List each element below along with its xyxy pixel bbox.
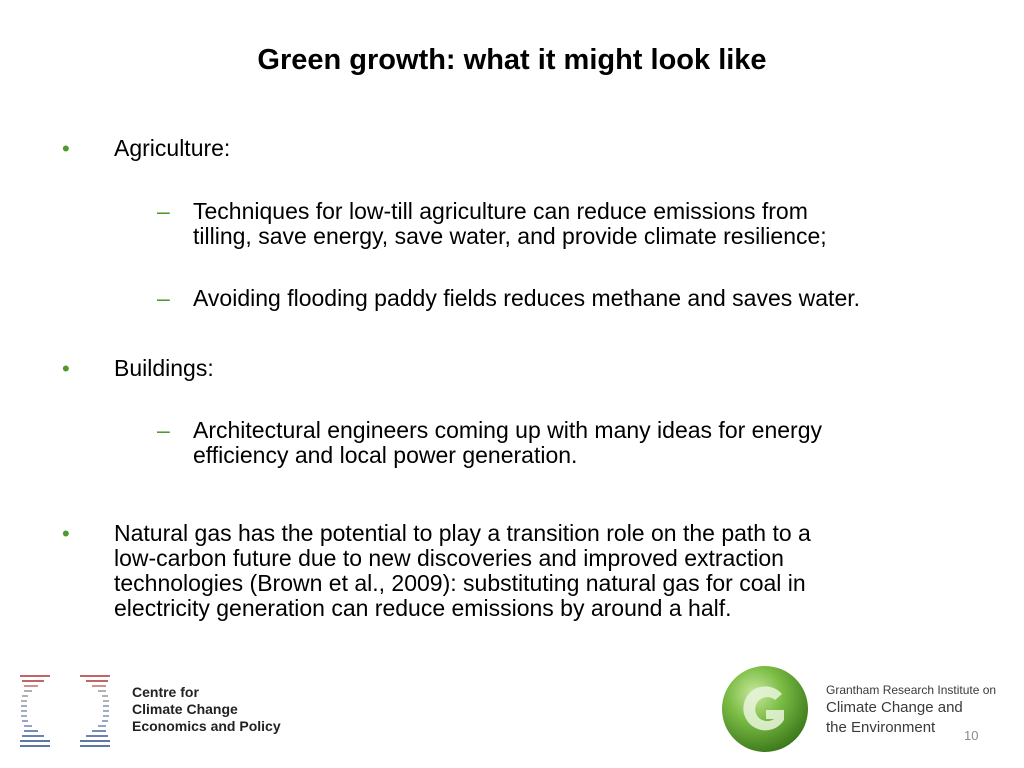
dash-mark: – bbox=[157, 417, 170, 443]
bullet-mark: • bbox=[62, 136, 70, 161]
bullet-line: Natural gas has the potential to play a transition role on the path to a bbox=[114, 520, 811, 546]
cccep-line: Centre for bbox=[132, 684, 199, 700]
bullet-buildings bbox=[62, 355, 214, 381]
sub-bullet-line: efficiency and local power generation. bbox=[193, 442, 578, 468]
bullet-natural-gas bbox=[62, 520, 914, 621]
cccep-line: Climate Change bbox=[132, 701, 238, 717]
cccep-line: Economics and Policy bbox=[132, 718, 281, 734]
bullet-line: electricity generation can reduce emissions by around a half. bbox=[114, 595, 732, 621]
sub-bullet-line: Architectural engineers coming up with many ideas for energy bbox=[193, 417, 822, 443]
grantham-line: Grantham Research Institute on bbox=[826, 683, 997, 697]
bullet-label: Buildings: bbox=[114, 355, 214, 381]
dash-mark: – bbox=[157, 285, 170, 311]
bullet-mark: • bbox=[62, 356, 70, 381]
sub-bullet-line: Techniques for low-till agriculture can reduce emissions from bbox=[193, 198, 808, 224]
slide-title: Green growth: what it might look like bbox=[257, 44, 767, 76]
bullet-agriculture bbox=[62, 135, 231, 161]
sub-bullet-paddy bbox=[157, 285, 973, 311]
page-number: 10 bbox=[964, 728, 979, 743]
grantham-line: the Environment bbox=[826, 719, 936, 736]
bullet-line: technologies (Brown et al., 2009): substituting natural gas for coal in bbox=[114, 570, 806, 596]
bullet-mark: • bbox=[62, 521, 70, 546]
sub-bullet-line: tilling, save energy, save water, and provide climate resilience; bbox=[193, 223, 827, 249]
cccep-logo-icon bbox=[18, 674, 118, 748]
bullet-line: low-carbon future due to new discoveries and improved extraction bbox=[114, 545, 784, 571]
sub-bullet-low-till bbox=[157, 198, 953, 249]
sub-bullet-line: Avoiding flooding paddy fields reduces methane and saves water. bbox=[193, 285, 861, 311]
grantham-g-sphere-icon bbox=[720, 664, 810, 754]
dash-mark: – bbox=[157, 198, 170, 224]
sub-bullet-architectural bbox=[157, 417, 953, 468]
grantham-line: Climate Change and bbox=[826, 699, 963, 716]
cccep-name bbox=[132, 684, 281, 735]
bullet-label: Agriculture: bbox=[114, 135, 231, 161]
